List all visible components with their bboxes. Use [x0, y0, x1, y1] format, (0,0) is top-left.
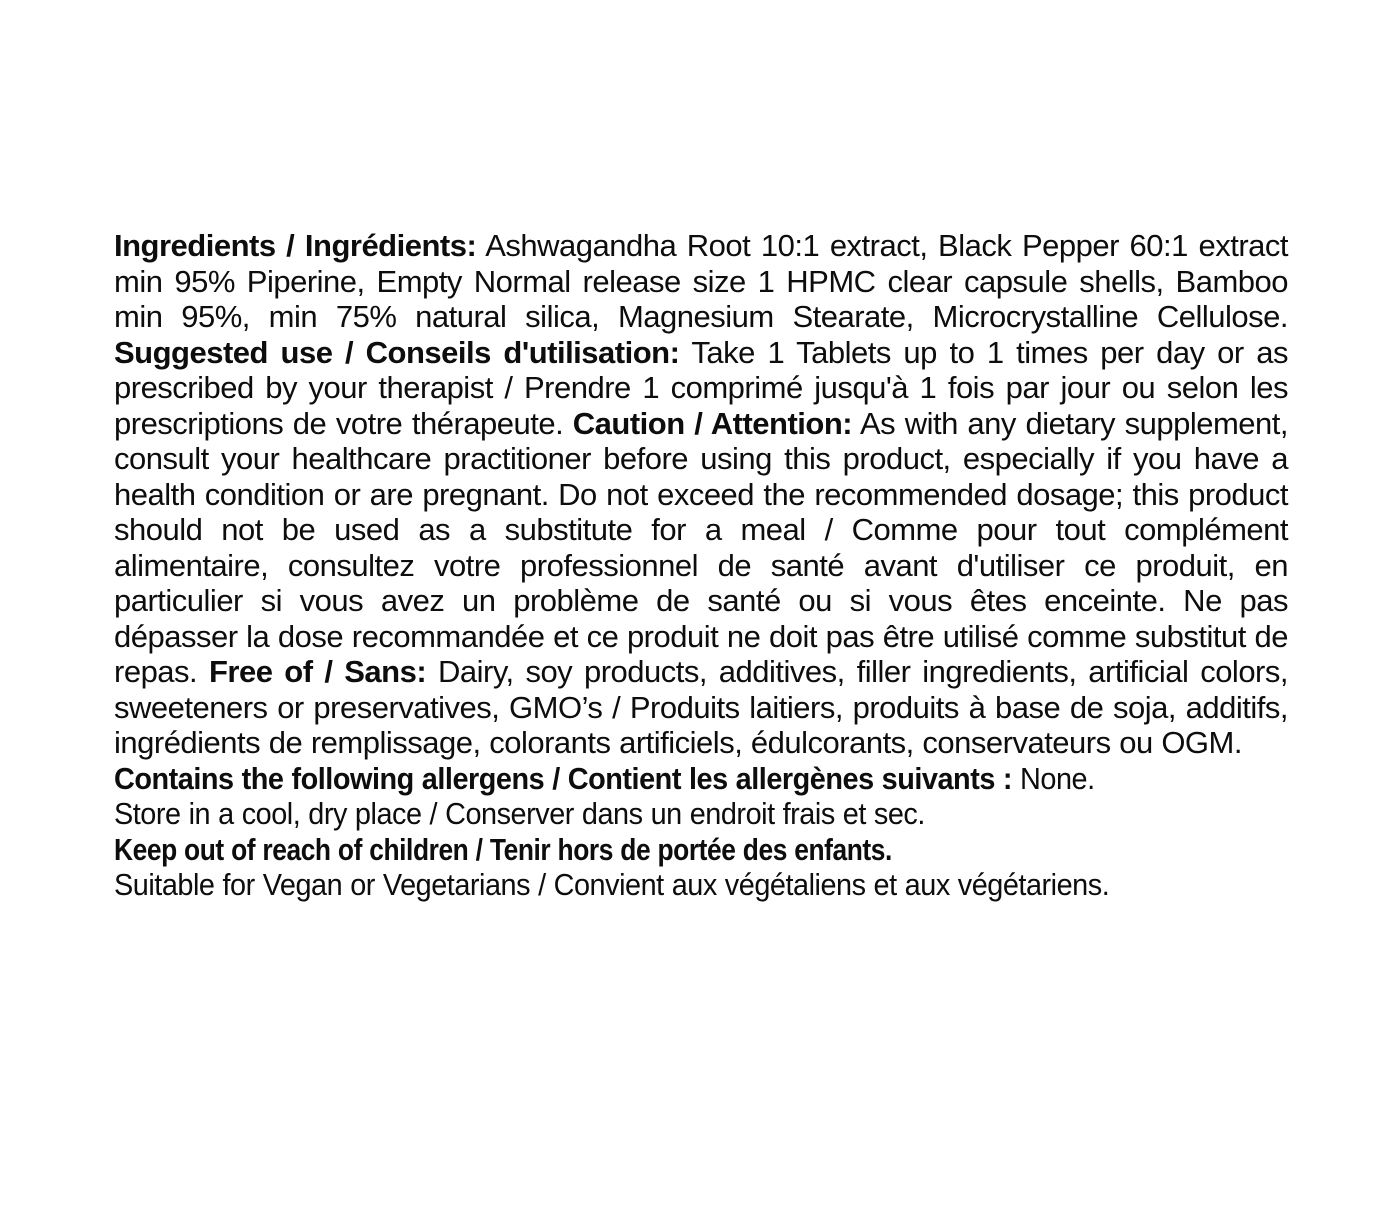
allergens-line [114, 761, 1206, 797]
storage-line: Store in a cool, dry place / Conserver dans un endroit frais et sec. [114, 796, 925, 831]
suggested-use-heading: Suggested use / Conseils d'utilisation: [114, 334, 680, 370]
keep-out-of-reach-line: Keep out of reach of children / Tenir hors de portée des enfants. [114, 831, 892, 867]
supplement-label [114, 228, 1288, 903]
caution-heading: Caution / Attention: [572, 405, 853, 441]
suggested-use-body: Take 1 Tablets up to 1 times per day or as prescribed by your therapist / Prendre 1 comprimé jusqu'à 1 fois par jour ou selon les prescriptions de votre thérapeute. [114, 334, 1288, 441]
vegan-line: Suitable for Vegan or Vegetarians / Convient aux végétaliens et aux végétariens. [114, 867, 1110, 902]
ingredients-heading: Ingredients / Ingrédients: [114, 228, 477, 263]
main-paragraph [114, 228, 1288, 761]
allergens-heading: Contains the following allergens / Contient les allergènes suivants : [114, 760, 1013, 796]
caution-body: As with any dietary supplement, consult your healthcare practitioner before using this product, especially if you have a health condition or are pregnant. Do not exceed the recommended dosage; this product should not be used as a substitute for a meal / Comme pour tout complément alimentaire, consultez votre professionnel de santé avant d'utiliser ce produit, en particulier si vous avez un problème de santé ou si vous êtes enceinte. Ne pas dépasser la dose recommandée et ce produit ne doit pas être utilisé comme substitut de repas. [114, 405, 1288, 689]
free-of-body: Dairy, soy products, additives, filler ingredients, artificial colors, sweeteners or preservatives, GMO’s / Produits laitiers, produits à base de soja, additifs, ingrédients de remplissage, colorants artificiels, édulcorants, conservateurs ou OGM. [114, 654, 1288, 760]
ingredients-body: Ashwagandha Root 10:1 extract, Black Pepper 60:1 extract min 95% Piperine, Empty Normal release size 1 HPMC clear capsule shells, Bamboo min 95%, min 75% natural silica, Magnesium Stearate, Microcrystalline Cellulose. [114, 228, 1288, 334]
free-of-heading: Free of / Sans: [208, 654, 427, 689]
allergens-value: None. [1012, 760, 1095, 796]
